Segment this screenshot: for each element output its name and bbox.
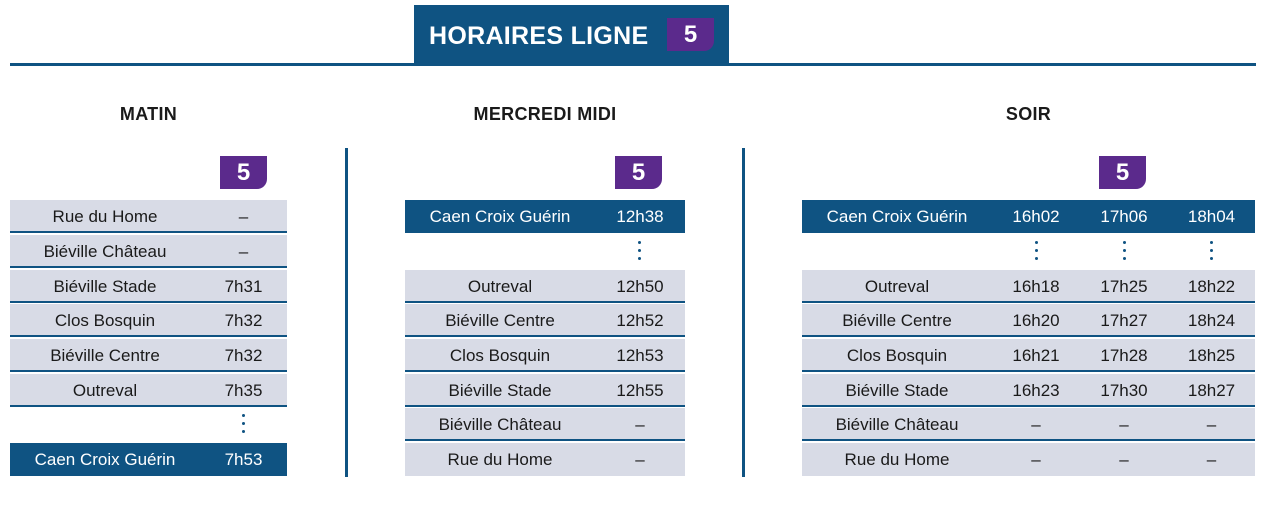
departure-time: 16h02 <box>1012 207 1060 226</box>
stop-name: Caen Croix Guérin <box>826 207 968 226</box>
departure-time: 12h53 <box>616 346 664 365</box>
departure-time: 12h52 <box>616 311 664 330</box>
departure-time: – <box>1119 450 1129 469</box>
departure-time: 16h21 <box>1012 346 1060 365</box>
departure-time: – <box>635 450 645 469</box>
departure-time: 7h32 <box>224 311 263 330</box>
line-badge-soir: 5 <box>1099 156 1146 189</box>
departure-time: – <box>1206 450 1217 469</box>
departure-time: – <box>635 415 645 434</box>
column-divider <box>742 148 745 477</box>
header-title-box <box>414 5 729 65</box>
table-row-highlight <box>802 200 1255 233</box>
departure-time: 7h35 <box>224 381 263 400</box>
departure-time: 16h23 <box>1012 381 1060 400</box>
departure-time: – <box>1119 415 1129 434</box>
continuation-row <box>802 235 1255 268</box>
table-row <box>405 339 685 372</box>
table-row <box>10 339 287 372</box>
section-title-soir: SOIR <box>1005 104 1052 124</box>
section-title-matin: MATIN <box>119 104 178 124</box>
departure-time: 7h31 <box>224 277 263 296</box>
departure-time: 17h28 <box>1100 346 1148 365</box>
departure-time: 12h55 <box>616 381 664 400</box>
departure-time: 17h27 <box>1100 311 1148 330</box>
table-row <box>802 408 1255 441</box>
vertical-ellipsis-icon <box>636 241 642 263</box>
line-badge-mercredi: 5 <box>615 156 662 189</box>
table-row <box>405 443 685 476</box>
stop-name: Biéville Château <box>835 415 959 434</box>
stop-name: Biéville Château <box>43 242 167 261</box>
table-row <box>802 374 1255 407</box>
stop-name: Biéville Stade <box>845 381 949 400</box>
page-title: HORAIRES LIGNE <box>429 22 649 50</box>
table-row <box>405 304 685 337</box>
stop-name: Biéville Centre <box>445 311 555 330</box>
vertical-ellipsis-icon <box>1121 241 1127 263</box>
departure-time: 18h25 <box>1187 346 1236 365</box>
table-row <box>802 270 1255 303</box>
departure-time: 17h30 <box>1100 381 1148 400</box>
column-divider <box>345 148 348 477</box>
stop-name: Clos Bosquin <box>449 346 551 365</box>
table-row <box>10 200 287 233</box>
stop-name: Rue du Home <box>447 450 553 469</box>
departure-time: – <box>1206 415 1217 434</box>
table-row <box>802 339 1255 372</box>
continuation-row <box>10 408 287 441</box>
vertical-ellipsis-icon <box>240 414 246 436</box>
stop-name: Outreval <box>72 381 138 400</box>
stop-name: Biéville Centre <box>842 311 952 330</box>
stop-name: Outreval <box>864 277 930 296</box>
continuation-row <box>405 235 685 268</box>
stop-name: Rue du Home <box>52 207 158 226</box>
departure-time: – <box>238 207 249 226</box>
header-rule <box>10 63 1256 66</box>
departure-time: 16h18 <box>1012 277 1060 296</box>
vertical-ellipsis-icon <box>1208 241 1214 263</box>
table-row <box>405 408 685 441</box>
departure-time: 12h50 <box>616 277 664 296</box>
stop-name: Biéville Stade <box>448 381 552 400</box>
departure-time: – <box>1031 450 1041 469</box>
departure-time: 12h38 <box>616 207 664 226</box>
departure-time: 18h27 <box>1187 381 1236 400</box>
table-row <box>10 235 287 268</box>
departure-time: 7h53 <box>224 450 263 469</box>
stop-name: Rue du Home <box>844 450 950 469</box>
departure-time: 18h22 <box>1187 277 1236 296</box>
table-row <box>10 304 287 337</box>
table-row <box>10 374 287 407</box>
departure-time: 18h04 <box>1187 207 1236 226</box>
table-row <box>405 270 685 303</box>
table-row-highlight <box>405 200 685 233</box>
departure-time: 16h20 <box>1012 311 1060 330</box>
table-row <box>802 304 1255 337</box>
departure-time: 17h25 <box>1100 277 1148 296</box>
stop-name: Caen Croix Guérin <box>429 207 571 226</box>
departure-time: 17h06 <box>1100 207 1148 226</box>
stop-name: Clos Bosquin <box>54 311 156 330</box>
departure-time: 7h32 <box>224 346 263 365</box>
line-number-badge: 5 <box>667 18 714 51</box>
table-row <box>802 443 1255 476</box>
departure-time: – <box>1031 415 1041 434</box>
stop-name: Biéville Stade <box>53 277 157 296</box>
line-badge-matin: 5 <box>220 156 267 189</box>
departure-time: 18h24 <box>1187 311 1236 330</box>
vertical-ellipsis-icon <box>1033 241 1039 263</box>
table-row <box>405 374 685 407</box>
stop-name: Outreval <box>467 277 533 296</box>
stop-name: Biéville Château <box>438 415 562 434</box>
stop-name: Clos Bosquin <box>846 346 948 365</box>
table-row-highlight <box>10 443 287 476</box>
stop-name: Caen Croix Guérin <box>34 450 176 469</box>
stop-name: Biéville Centre <box>50 346 160 365</box>
table-row <box>10 270 287 303</box>
section-title-mercredi: MERCREDI MIDI <box>473 104 617 124</box>
departure-time: – <box>238 242 249 261</box>
